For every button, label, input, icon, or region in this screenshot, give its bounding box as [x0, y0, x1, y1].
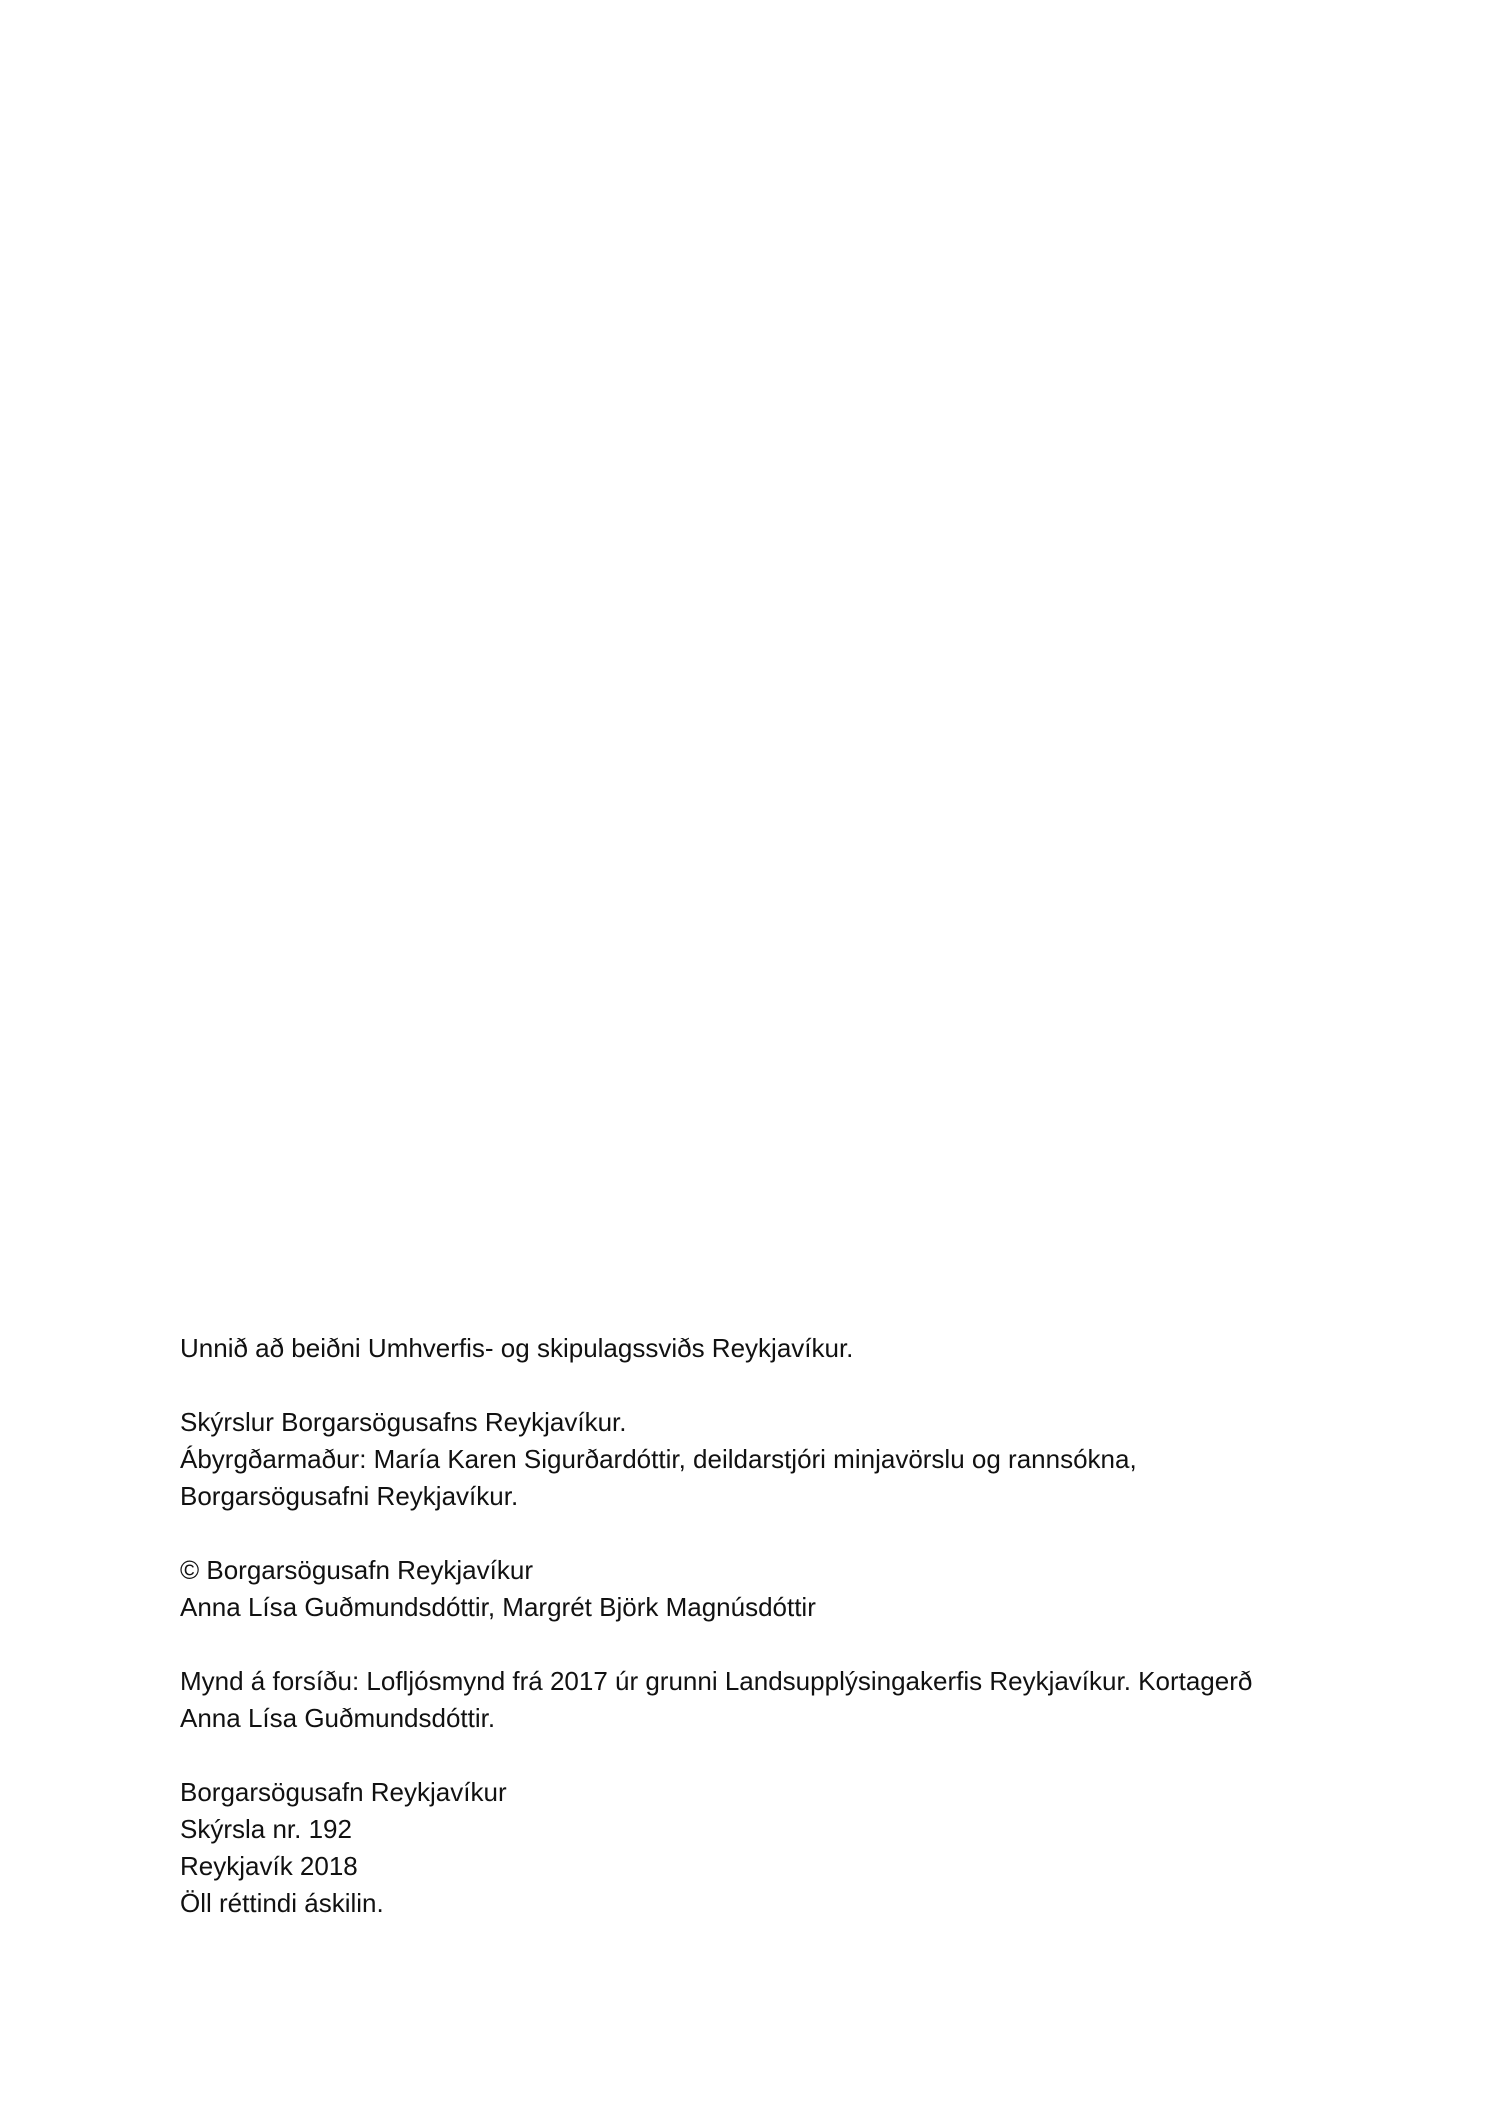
copyright-text: © Borgarsögusafn Reykjavíkur [180, 1555, 533, 1585]
commission-block [180, 1330, 1380, 1367]
series-text: Skýrslur Borgarsögusafns Reykjavíkur. [180, 1407, 627, 1437]
publisher-text: Borgarsögusafn Reykjavíkur [180, 1777, 507, 1807]
cover-credit-block [180, 1663, 1380, 1737]
report-number-text: Skýrsla nr. 192 [180, 1814, 352, 1844]
cover-credit-line1: Mynd á forsíðu: Lofljósmynd frá 2017 úr grunni Landsupplýsingakerfis Reykjavíkur. Kortagerð [180, 1666, 1253, 1696]
responsible-text-line2: Borgarsögusafni Reykjavíkur. [180, 1481, 519, 1511]
series-block [180, 1404, 1380, 1515]
commission-text: Unnið að beiðni Umhverfis- og skipulagssviðs Reykjavíkur. [180, 1333, 854, 1363]
cover-credit-line2: Anna Lísa Guðmundsdóttir. [180, 1703, 496, 1733]
publication-block [180, 1774, 1380, 1922]
authors-text: Anna Lísa Guðmundsdóttir, Margrét Björk Magnúsdóttir [180, 1592, 816, 1622]
responsible-text-line1: Ábyrgðarmaður: María Karen Sigurðardóttir, deildarstjóri minjavörslu og rannsókna, [180, 1444, 1137, 1474]
rights-text: Öll réttindi áskilin. [180, 1888, 384, 1918]
place-year-text: Reykjavík 2018 [180, 1851, 358, 1881]
colophon [180, 1330, 1380, 1922]
copyright-block [180, 1552, 1380, 1626]
